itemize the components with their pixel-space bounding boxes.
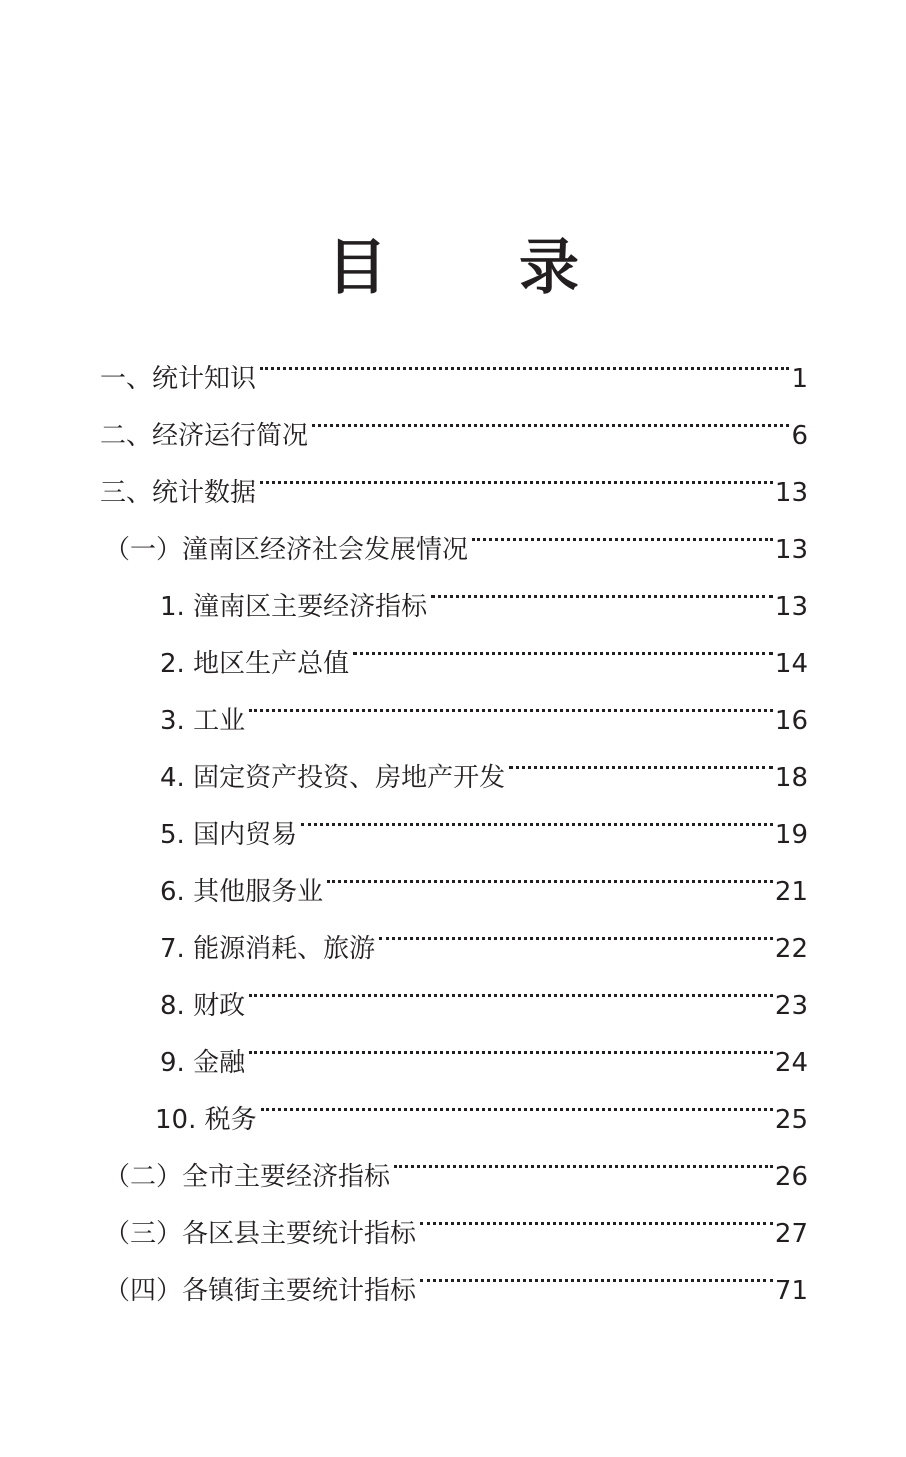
toc-entry[interactable] xyxy=(104,501,808,565)
toc-entry-label: 8. 财政 xyxy=(160,991,246,1021)
toc-leader-dots xyxy=(312,387,789,444)
toc-leader-dots xyxy=(260,444,773,501)
toc-leader-dots xyxy=(327,843,773,900)
toc-leader-dots xyxy=(353,615,773,672)
toc-entry[interactable] xyxy=(160,786,808,850)
toc-entry-page: 24 xyxy=(774,1048,808,1078)
toc-entry-label: 9. 金融 xyxy=(160,1048,246,1078)
toc-entry-label: 3. 工业 xyxy=(160,706,246,736)
toc-entry[interactable] xyxy=(160,729,808,793)
toc-entry[interactable] xyxy=(160,558,808,622)
toc-entry[interactable] xyxy=(104,1128,808,1192)
toc-entry[interactable] xyxy=(100,444,808,508)
toc-entry-page: 13 xyxy=(774,478,808,508)
toc-leader-dots xyxy=(260,330,789,387)
toc-entry[interactable] xyxy=(160,1014,808,1078)
toc-entry-page: 25 xyxy=(774,1105,808,1135)
toc-entry-page: 13 xyxy=(774,592,808,622)
toc-entry[interactable] xyxy=(160,672,808,736)
toc-entry-page: 71 xyxy=(774,1276,808,1306)
toc-entry-label: 一、统计知识 xyxy=(100,364,257,394)
toc-entry[interactable] xyxy=(104,1185,808,1249)
toc-leader-dots xyxy=(301,786,773,843)
toc-leader-dots xyxy=(394,1128,773,1185)
toc-entry-label: （四）各镇街主要统计指标 xyxy=(104,1276,417,1306)
toc-entry-label: 6. 其他服务业 xyxy=(160,877,324,907)
toc-leader-dots xyxy=(249,672,773,729)
toc-leader-dots xyxy=(261,1071,773,1128)
toc-entry-page: 18 xyxy=(774,763,808,793)
toc-leader-dots xyxy=(420,1242,773,1299)
toc-entry-page: 14 xyxy=(774,649,808,679)
toc-entry-page: 13 xyxy=(774,535,808,565)
toc-entry[interactable] xyxy=(100,330,808,394)
toc-entry[interactable] xyxy=(155,1071,808,1135)
toc-entry[interactable] xyxy=(160,615,808,679)
toc-entry-label: 1. 潼南区主要经济指标 xyxy=(160,592,428,622)
toc-entry-page: 22 xyxy=(774,934,808,964)
toc-leader-dots xyxy=(472,501,773,558)
toc-entry-page: 21 xyxy=(774,877,808,907)
toc-entry-label: 7. 能源消耗、旅游 xyxy=(160,934,376,964)
toc-entry-page: 16 xyxy=(774,706,808,736)
toc-entry-page: 23 xyxy=(774,991,808,1021)
toc-entry-label: 4. 固定资产投资、房地产开发 xyxy=(160,763,506,793)
toc-entry[interactable] xyxy=(160,843,808,907)
toc-entry-page: 1 xyxy=(791,364,808,394)
toc-leader-dots xyxy=(509,729,773,786)
toc-entry-label: 2. 地区生产总值 xyxy=(160,649,350,679)
toc-leader-dots xyxy=(249,957,773,1014)
toc-entry[interactable] xyxy=(160,957,808,1021)
toc-entry-page: 6 xyxy=(791,421,808,451)
toc-entry-label: 5. 国内贸易 xyxy=(160,820,298,850)
page-title: 目 录 xyxy=(327,233,615,303)
toc-entry-page: 19 xyxy=(774,820,808,850)
toc-entry-page: 26 xyxy=(774,1162,808,1192)
toc-entry[interactable] xyxy=(104,1242,808,1306)
toc-leader-dots xyxy=(379,900,773,957)
toc-entry-page: 27 xyxy=(774,1219,808,1249)
toc-entry-label: （三）各区县主要统计指标 xyxy=(104,1219,417,1249)
toc-entry-label: 10. 税务 xyxy=(155,1105,257,1135)
toc-leader-dots xyxy=(431,558,773,615)
toc-entry-label: （二）全市主要经济指标 xyxy=(104,1162,391,1192)
toc-entry-label: （一）潼南区经济社会发展情况 xyxy=(104,535,469,565)
toc-entry[interactable] xyxy=(160,900,808,964)
toc-entry-label: 三、统计数据 xyxy=(100,478,257,508)
toc-leader-dots xyxy=(420,1185,773,1242)
toc-leader-dots xyxy=(249,1014,773,1071)
toc-entry-label: 二、经济运行简况 xyxy=(100,421,309,451)
toc-entry[interactable] xyxy=(100,387,808,451)
